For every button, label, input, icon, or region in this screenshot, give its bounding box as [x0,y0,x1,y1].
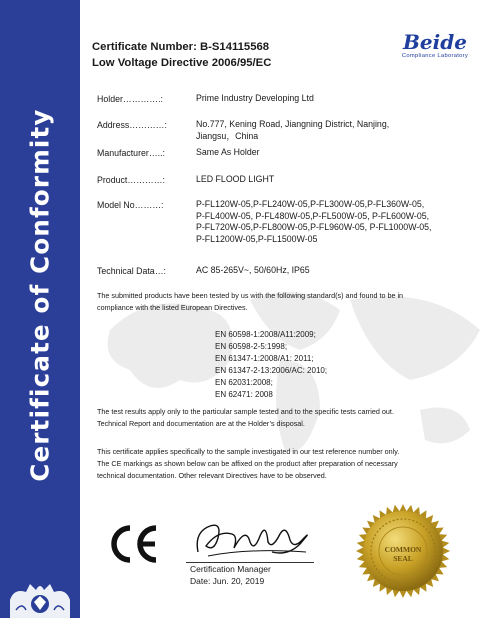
model-line: P-FL400W-05, P-FL480W-05,P-FL500W-05, P-FL600W-05, [196,210,430,221]
seal-text-line: COMMON [384,545,422,554]
standard-item: EN 60598-2-5:1998; [215,342,288,352]
standards-list [215,329,327,402]
product-line: LED FLOOD LIGHT [196,174,275,184]
paragraph-line: Technical Report and documentation are at the Holder’s disposal. [97,419,305,428]
model-no-label: Model No………: [97,200,164,210]
address-line: No.777, Kening Road, Jiangning District, Nanjing, [196,119,390,129]
standard-item: EN 60598-1:2008/A11:2009; [215,330,316,339]
model-line: P-FL720W-05,P-FL800W-05,P-FL960W-05, P-FL1000W-05, [196,222,432,232]
technical-data-line: AC 85-265V~, 50/60Hz, IP65 [196,265,310,275]
address-label: Address…………: [97,120,167,130]
address-line: Jiangsu，China [196,130,259,141]
paragraph-line: The test results apply only to the particular sample tested and to the specific tests carried out. [97,407,394,416]
signature-image [188,512,318,562]
logo-wordmark: Beide [403,30,467,54]
directive-title: Low Voltage Directive 2006/95/EC [92,57,272,69]
certificate-date: Date: Jun. 20, 2019 [190,576,265,586]
gold-seal-icon [355,503,451,599]
certificate-number: Certificate Number: B-S14115568 [92,41,270,53]
test-results-paragraph [97,406,489,430]
submission-paragraph [97,290,489,314]
product-label: Product…………: [97,175,165,185]
product-value [196,174,274,186]
technical-data-value [196,265,310,277]
holder-label: Holder………….: [97,94,163,104]
applicability-paragraph [97,446,489,482]
sidebar-band [0,0,80,618]
signatory-title: Certification Manager [190,564,271,574]
address-value [196,119,389,142]
sidebar-title: Certificate of Conformity [25,108,55,482]
standard-item: EN 62031:2008; [215,378,273,388]
paragraph-line: compliance with the listed European Directives. [97,303,248,312]
seal-text-line: SEAL [393,554,413,563]
standard-item: EN 62471: 2008 [215,390,273,400]
standard-item: EN 61347-1:2008/A1: 2011; [215,354,314,364]
manufacturer-label: Manufacturer…..: [97,148,165,158]
ce-mark-icon [106,522,162,566]
holder-value [196,93,314,105]
logo-subtext: Compliance Laboratory [401,53,469,59]
paragraph-line: This certificate applies specifically to the sample investigated in our test reference number only. [97,447,400,456]
certificate-body [80,0,499,618]
standard-item: EN 61347-2-13:2006/AC: 2010; [215,366,328,376]
paragraph-line: The CE markings as shown below can be affixed on the product after preparation of necessary [97,459,398,468]
holder-line: Prime Industry Developing Ltd [196,93,314,103]
manufacturer-value [196,147,260,159]
beide-logo [385,32,485,66]
technical-data-label: Technical Data…: [97,266,166,276]
model-line: P-FL1200W-05,P-FL1500W-05 [196,233,318,244]
paragraph-line: The submitted products have been tested by us with the following standard(s) and found to be in [97,291,404,300]
manufacturer-line: Same As Holder [196,147,260,157]
model-no-value [196,199,432,245]
paragraph-line: technical documentation. Other relevant Directives have to be observed. [97,471,327,480]
crest-icon [4,580,76,618]
signature-line [186,562,314,563]
model-line: P-FL120W-05,P-FL240W-05,P-FL300W-05,P-FL360W-05, [196,199,425,209]
